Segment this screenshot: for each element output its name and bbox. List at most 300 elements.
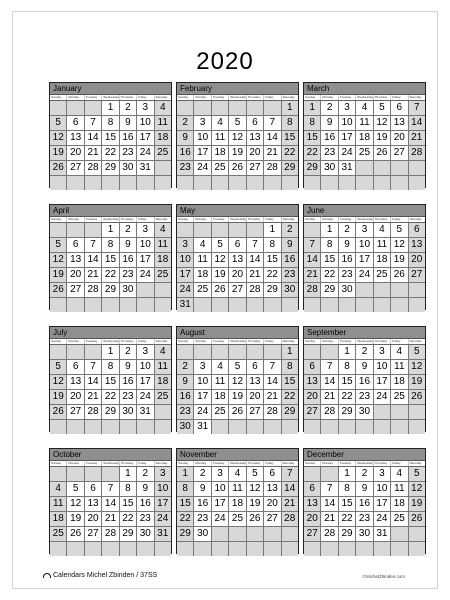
empty-day-cell xyxy=(264,527,281,541)
week-row xyxy=(50,512,171,527)
weekday-label: Sunday xyxy=(50,217,67,222)
week-row xyxy=(177,467,298,482)
week-row xyxy=(177,497,298,512)
day-cell: 9 xyxy=(194,482,211,496)
empty-day-cell xyxy=(374,161,391,175)
empty-day-cell xyxy=(50,542,67,556)
weekday-label: Wednesday xyxy=(103,217,120,221)
day-cell: 12 xyxy=(229,375,246,389)
day-cell: 27 xyxy=(391,146,408,160)
day-cell: 31 xyxy=(339,161,356,175)
empty-day-cell xyxy=(85,101,102,115)
weekday-label: Monday xyxy=(321,339,338,344)
day-cell: 18 xyxy=(212,146,229,160)
empty-day-cell xyxy=(85,345,102,359)
day-cell: 26 xyxy=(50,405,67,419)
day-cell: 14 xyxy=(247,253,264,267)
week-row xyxy=(304,223,425,238)
weekday-label: Thursday xyxy=(374,461,391,466)
day-cell: 7 xyxy=(102,482,119,496)
week-row xyxy=(304,101,425,116)
empty-day-cell xyxy=(50,298,67,312)
empty-day-cell xyxy=(229,542,246,556)
day-cell: 19 xyxy=(67,512,84,526)
day-cell: 19 xyxy=(409,375,425,389)
day-cell: 1 xyxy=(102,101,119,115)
empty-day-cell xyxy=(67,345,84,359)
day-cell: 23 xyxy=(321,146,338,160)
empty-day-cell xyxy=(155,542,171,556)
day-cell: 6 xyxy=(391,101,408,115)
day-cell: 9 xyxy=(321,116,338,130)
day-cell: 27 xyxy=(67,283,84,297)
weekday-label: Monday xyxy=(194,217,211,222)
empty-day-cell xyxy=(67,101,84,115)
day-cell: 31 xyxy=(137,405,154,419)
day-cell: 23 xyxy=(120,146,137,160)
day-cell: 23 xyxy=(177,161,194,175)
weekday-label: Thursday xyxy=(247,217,264,222)
day-cell: 22 xyxy=(102,390,119,404)
day-cell: 29 xyxy=(264,283,281,297)
day-cell: 10 xyxy=(212,482,229,496)
day-cell: 11 xyxy=(391,482,408,496)
day-cell: 31 xyxy=(155,527,171,541)
day-cell: 18 xyxy=(194,268,211,282)
day-cell: 11 xyxy=(50,497,67,511)
day-cell: 23 xyxy=(356,512,373,526)
day-cell: 2 xyxy=(177,360,194,374)
day-cell: 24 xyxy=(356,268,373,282)
day-cell: 4 xyxy=(374,223,391,237)
day-cell: 16 xyxy=(282,253,298,267)
day-cell: 30 xyxy=(356,405,373,419)
empty-day-cell xyxy=(339,420,356,434)
day-cell: 29 xyxy=(339,405,356,419)
weekday-label: Wednesday xyxy=(357,95,374,99)
day-cell: 6 xyxy=(67,238,84,252)
day-cell: 24 xyxy=(212,512,229,526)
day-cell: 26 xyxy=(409,390,425,404)
week-row xyxy=(50,542,171,556)
day-cell: 28 xyxy=(321,405,338,419)
day-cell: 24 xyxy=(374,512,391,526)
day-cell: 26 xyxy=(247,512,264,526)
weekday-label: Monday xyxy=(67,339,84,344)
day-cell: 9 xyxy=(120,116,137,130)
day-cell: 8 xyxy=(304,116,321,130)
day-cell: 13 xyxy=(67,131,84,145)
month-february xyxy=(176,82,299,188)
weekday-label: Sunday xyxy=(177,461,194,466)
day-cell: 9 xyxy=(339,238,356,252)
weekday-label: Sunday xyxy=(177,95,194,100)
week-row xyxy=(304,420,425,434)
week-row xyxy=(177,146,298,161)
weekday-label: Saturday xyxy=(282,461,295,465)
day-cell: 13 xyxy=(85,497,102,511)
day-cell: 14 xyxy=(264,375,281,389)
day-cell: 15 xyxy=(102,375,119,389)
empty-day-cell xyxy=(120,542,137,556)
empty-day-cell xyxy=(155,405,171,419)
day-cell: 6 xyxy=(247,116,264,130)
empty-day-cell xyxy=(85,176,102,190)
day-cell: 31 xyxy=(374,527,391,541)
empty-day-cell xyxy=(339,298,356,312)
empty-day-cell xyxy=(102,298,119,312)
weekday-label: Monday xyxy=(321,217,338,222)
empty-day-cell xyxy=(356,161,373,175)
day-cell: 15 xyxy=(339,497,356,511)
day-cell: 6 xyxy=(409,223,425,237)
empty-day-cell xyxy=(356,283,373,297)
empty-day-cell xyxy=(102,420,119,434)
day-cell: 26 xyxy=(50,283,67,297)
day-cell: 12 xyxy=(247,482,264,496)
empty-day-cell xyxy=(409,161,425,175)
empty-day-cell xyxy=(67,467,84,481)
day-cell: 1 xyxy=(321,223,338,237)
day-cell: 24 xyxy=(137,146,154,160)
day-cell: 16 xyxy=(120,375,137,389)
week-row xyxy=(50,360,171,375)
day-cell: 3 xyxy=(194,360,211,374)
weekday-label: Monday xyxy=(67,95,84,100)
month-name: December xyxy=(304,449,425,461)
day-cell: 19 xyxy=(229,390,246,404)
empty-day-cell xyxy=(247,176,264,190)
day-cell: 11 xyxy=(155,116,171,130)
empty-day-cell xyxy=(229,345,246,359)
day-cell: 3 xyxy=(137,101,154,115)
weekday-label: Saturday xyxy=(282,217,295,221)
day-cell: 18 xyxy=(50,512,67,526)
empty-day-cell xyxy=(137,298,154,312)
day-cell: 17 xyxy=(194,146,211,160)
weekday-label: Thursday xyxy=(120,217,137,222)
week-row xyxy=(304,176,425,190)
empty-day-cell xyxy=(321,467,338,481)
day-cell: 20 xyxy=(229,268,246,282)
day-cell: 31 xyxy=(177,298,194,312)
weekday-label: Sunday xyxy=(304,339,321,344)
day-cell: 17 xyxy=(137,375,154,389)
day-cell: 22 xyxy=(339,390,356,404)
weekday-label: Tuesday xyxy=(85,461,102,466)
day-cell: 10 xyxy=(374,360,391,374)
day-cell: 30 xyxy=(282,283,298,297)
weekday-label: Friday xyxy=(391,217,408,222)
day-cell: 17 xyxy=(155,497,171,511)
week-row xyxy=(304,542,425,556)
week-row xyxy=(50,223,171,238)
weekday-label: Wednesday xyxy=(230,217,247,221)
empty-day-cell xyxy=(356,298,373,312)
day-cell: 1 xyxy=(120,467,137,481)
calendar-page xyxy=(12,11,438,589)
day-cell: 1 xyxy=(339,467,356,481)
day-cell: 11 xyxy=(194,253,211,267)
day-cell: 10 xyxy=(194,375,211,389)
month-name: April xyxy=(50,205,171,217)
weekday-label: Thursday xyxy=(374,339,391,344)
day-cell: 8 xyxy=(339,482,356,496)
footer-copyright: ©MichelZbinden.com xyxy=(362,574,405,579)
weekday-label: Tuesday xyxy=(212,461,229,466)
week-row xyxy=(177,268,298,283)
empty-day-cell xyxy=(304,542,321,556)
empty-day-cell xyxy=(391,405,408,419)
empty-day-cell xyxy=(50,176,67,190)
empty-day-cell xyxy=(85,223,102,237)
empty-day-cell xyxy=(304,467,321,481)
weekday-label: Saturday xyxy=(155,461,168,465)
day-cell: 23 xyxy=(120,390,137,404)
weekday-label: Sunday xyxy=(304,461,321,466)
day-cell: 26 xyxy=(212,283,229,297)
month-name: August xyxy=(177,327,298,339)
empty-day-cell xyxy=(247,420,264,434)
month-name: May xyxy=(177,205,298,217)
empty-day-cell xyxy=(177,176,194,190)
week-row xyxy=(177,527,298,542)
empty-day-cell xyxy=(264,101,281,115)
empty-day-cell xyxy=(339,176,356,190)
day-cell: 30 xyxy=(339,283,356,297)
day-cell: 10 xyxy=(137,360,154,374)
day-cell: 8 xyxy=(282,116,298,130)
day-cell: 8 xyxy=(102,116,119,130)
empty-day-cell xyxy=(391,161,408,175)
day-cell: 2 xyxy=(282,223,298,237)
week-row xyxy=(50,176,171,190)
empty-day-cell xyxy=(391,527,408,541)
empty-day-cell xyxy=(194,298,211,312)
day-cell: 15 xyxy=(102,253,119,267)
day-cell: 17 xyxy=(374,375,391,389)
day-cell: 9 xyxy=(137,482,154,496)
day-cell: 15 xyxy=(282,375,298,389)
day-cell: 9 xyxy=(177,375,194,389)
empty-day-cell xyxy=(137,420,154,434)
day-cell: 4 xyxy=(391,345,408,359)
day-cell: 19 xyxy=(391,253,408,267)
day-cell: 3 xyxy=(194,116,211,130)
day-cell: 7 xyxy=(264,360,281,374)
weekday-label: Friday xyxy=(264,95,281,100)
weekday-label: Thursday xyxy=(374,217,391,222)
day-cell: 13 xyxy=(391,116,408,130)
day-cell: 29 xyxy=(177,527,194,541)
day-cell: 24 xyxy=(177,283,194,297)
empty-day-cell xyxy=(50,345,67,359)
day-cell: 29 xyxy=(102,405,119,419)
day-cell: 23 xyxy=(137,512,154,526)
day-cell: 15 xyxy=(282,131,298,145)
day-cell: 26 xyxy=(391,268,408,282)
day-cell: 2 xyxy=(356,345,373,359)
day-cell: 21 xyxy=(85,390,102,404)
empty-day-cell xyxy=(194,176,211,190)
day-cell: 4 xyxy=(212,116,229,130)
day-cell: 30 xyxy=(120,283,137,297)
weekday-label: Monday xyxy=(67,217,84,222)
empty-day-cell xyxy=(194,542,211,556)
empty-day-cell xyxy=(177,542,194,556)
empty-day-cell xyxy=(321,420,338,434)
day-cell: 5 xyxy=(374,101,391,115)
weekday-label: Saturday xyxy=(409,339,422,343)
day-cell: 22 xyxy=(264,268,281,282)
day-cell: 25 xyxy=(50,527,67,541)
week-row xyxy=(50,146,171,161)
weekday-label: Sunday xyxy=(304,95,321,100)
day-cell: 19 xyxy=(212,268,229,282)
month-january xyxy=(49,82,172,188)
day-cell: 14 xyxy=(264,131,281,145)
day-cell: 28 xyxy=(85,161,102,175)
week-row xyxy=(304,345,425,360)
day-cell: 5 xyxy=(67,482,84,496)
day-cell: 20 xyxy=(67,390,84,404)
day-cell: 27 xyxy=(304,405,321,419)
day-cell: 20 xyxy=(67,268,84,282)
day-cell: 25 xyxy=(374,268,391,282)
day-cell: 13 xyxy=(264,482,281,496)
day-cell: 30 xyxy=(321,161,338,175)
day-cell: 4 xyxy=(194,238,211,252)
day-cell: 10 xyxy=(155,482,171,496)
month-july xyxy=(49,326,172,432)
day-cell: 6 xyxy=(304,360,321,374)
day-cell: 13 xyxy=(229,253,246,267)
week-row xyxy=(50,131,171,146)
empty-day-cell xyxy=(155,283,171,297)
day-cell: 17 xyxy=(194,390,211,404)
empty-day-cell xyxy=(282,176,298,190)
day-cell: 28 xyxy=(282,512,298,526)
week-row xyxy=(50,482,171,497)
logo-icon xyxy=(43,573,51,578)
empty-day-cell xyxy=(212,298,229,312)
weekday-label: Thursday xyxy=(374,95,391,100)
weekday-label: Saturday xyxy=(282,339,295,343)
empty-day-cell xyxy=(374,283,391,297)
week-row xyxy=(177,512,298,527)
empty-day-cell xyxy=(304,223,321,237)
weekday-label: Monday xyxy=(321,461,338,466)
month-name: January xyxy=(50,83,171,95)
empty-day-cell xyxy=(120,420,137,434)
day-cell: 3 xyxy=(356,223,373,237)
weekday-label: Wednesday xyxy=(103,461,120,465)
day-cell: 24 xyxy=(339,146,356,160)
day-cell: 5 xyxy=(50,238,67,252)
day-cell: 6 xyxy=(67,116,84,130)
day-cell: 4 xyxy=(229,467,246,481)
month-name: September xyxy=(304,327,425,339)
day-cell: 3 xyxy=(137,345,154,359)
weekday-label: Wednesday xyxy=(230,95,247,99)
weekday-label: Tuesday xyxy=(339,339,356,344)
day-cell: 30 xyxy=(137,527,154,541)
day-cell: 14 xyxy=(282,482,298,496)
day-cell: 4 xyxy=(155,101,171,115)
empty-day-cell xyxy=(229,527,246,541)
day-cell: 26 xyxy=(374,146,391,160)
weekday-label: Tuesday xyxy=(212,339,229,344)
week-row xyxy=(177,116,298,131)
weekday-label: Tuesday xyxy=(85,217,102,222)
day-cell: 25 xyxy=(391,512,408,526)
weekday-label: Sunday xyxy=(177,217,194,222)
day-cell: 1 xyxy=(102,345,119,359)
day-cell: 22 xyxy=(282,390,298,404)
month-march xyxy=(303,82,426,188)
weekday-label: Tuesday xyxy=(212,95,229,100)
empty-day-cell xyxy=(374,298,391,312)
month-december xyxy=(303,448,426,554)
day-cell: 9 xyxy=(356,360,373,374)
day-cell: 29 xyxy=(102,283,119,297)
empty-day-cell xyxy=(67,420,84,434)
weekday-label: Friday xyxy=(264,461,281,466)
empty-day-cell xyxy=(282,542,298,556)
day-cell: 15 xyxy=(120,497,137,511)
empty-day-cell xyxy=(155,298,171,312)
day-cell: 22 xyxy=(339,512,356,526)
weekday-label: Monday xyxy=(194,461,211,466)
empty-day-cell xyxy=(155,420,171,434)
empty-day-cell xyxy=(229,298,246,312)
empty-day-cell xyxy=(264,298,281,312)
week-row xyxy=(177,176,298,190)
day-cell: 17 xyxy=(137,253,154,267)
week-row xyxy=(304,131,425,146)
day-cell: 25 xyxy=(155,146,171,160)
day-cell: 4 xyxy=(356,101,373,115)
day-cell: 6 xyxy=(304,482,321,496)
year-title: 2020 xyxy=(196,48,254,75)
week-row xyxy=(50,283,171,298)
day-cell: 27 xyxy=(247,161,264,175)
weekday-label: Wednesday xyxy=(103,95,120,99)
day-cell: 21 xyxy=(282,497,298,511)
day-cell: 2 xyxy=(356,467,373,481)
empty-day-cell xyxy=(374,405,391,419)
day-cell: 20 xyxy=(304,390,321,404)
day-cell: 12 xyxy=(50,375,67,389)
week-row xyxy=(50,527,171,542)
weekday-label: Sunday xyxy=(50,95,67,100)
day-cell: 31 xyxy=(194,420,211,434)
week-row xyxy=(304,360,425,375)
day-cell: 16 xyxy=(120,253,137,267)
day-cell: 22 xyxy=(102,146,119,160)
day-cell: 13 xyxy=(409,238,425,252)
day-cell: 1 xyxy=(264,223,281,237)
empty-day-cell xyxy=(321,345,338,359)
day-cell: 21 xyxy=(264,146,281,160)
week-row xyxy=(50,345,171,360)
day-cell: 8 xyxy=(264,238,281,252)
day-cell: 25 xyxy=(356,146,373,160)
day-cell: 15 xyxy=(102,131,119,145)
day-cell: 7 xyxy=(409,101,425,115)
day-cell: 13 xyxy=(304,375,321,389)
week-row xyxy=(177,131,298,146)
